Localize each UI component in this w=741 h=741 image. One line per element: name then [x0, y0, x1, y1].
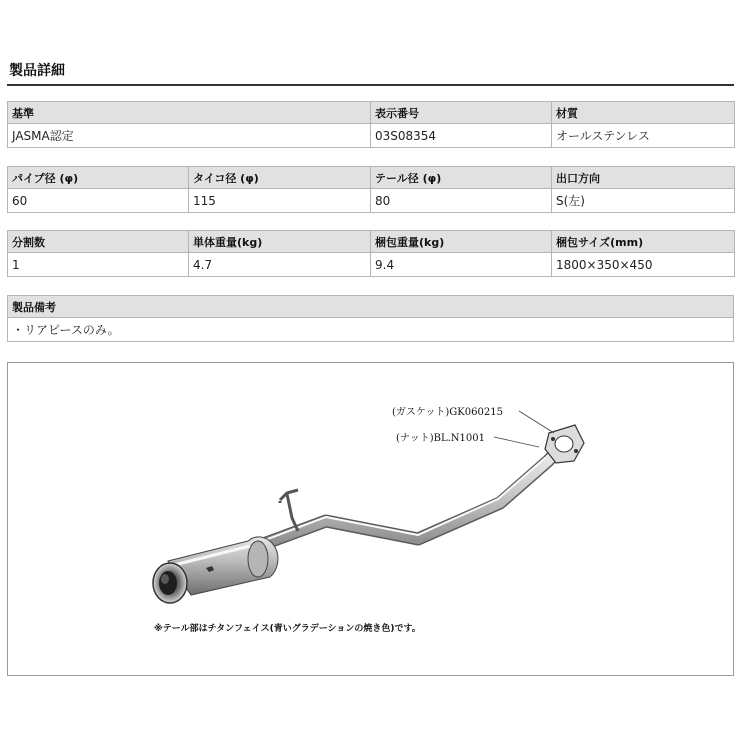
leader-lines: [494, 411, 554, 447]
spec-table-dimensions: [7, 166, 735, 213]
header-display-number: 表示番号: [371, 102, 552, 124]
value-pipe-diameter: 60: [8, 189, 189, 213]
header-remarks: 製品備考: [8, 296, 734, 318]
tail-note: ※テール部はチタンフェイス(青いグラデーションの焼き色)です。: [154, 624, 421, 634]
value-package-weight: 9.4: [371, 253, 552, 277]
value-standard: JASMA認定: [8, 124, 371, 148]
value-tail-diameter: 80: [371, 189, 552, 213]
value-display-number: 03S08354: [371, 124, 552, 148]
header-standard: 基準: [8, 102, 371, 124]
value-unit-weight: 4.7: [189, 253, 371, 277]
header-material: 材質: [552, 102, 735, 124]
header-unit-weight: 単体重量(kg): [189, 231, 371, 253]
header-tail-diameter: テール径 (φ): [371, 167, 552, 189]
spec-table-standard: [7, 101, 735, 148]
value-material: オールステンレス: [552, 124, 735, 148]
tail-tip: [153, 563, 187, 603]
value-package-size: 1800×350×450: [552, 253, 735, 277]
hanger-bracket: [280, 490, 298, 531]
spec-table-weight: [7, 230, 735, 277]
gasket-label: (ガスケット)GK060215: [392, 407, 503, 418]
main-pipe: [258, 447, 561, 546]
header-package-weight: 梱包重量(kg): [371, 231, 552, 253]
value-remarks: ・リアピースのみ。: [8, 318, 734, 342]
header-package-size: 梱包サイズ(mm): [552, 231, 735, 253]
exhaust-diagram: [7, 362, 734, 676]
remarks-table: [7, 295, 734, 342]
value-muffler-diameter: 115: [189, 189, 371, 213]
value-pieces: 1: [8, 253, 189, 277]
section-title: 製品詳細: [9, 63, 65, 79]
header-exit-direction: 出口方向: [552, 167, 735, 189]
header-muffler-diameter: タイコ径 (φ): [189, 167, 371, 189]
value-exit-direction: S(左): [552, 189, 735, 213]
nut-label: (ナット)BL.N1001: [396, 433, 485, 444]
header-pipe-diameter: パイプ径 (φ): [8, 167, 189, 189]
header-pieces: 分割数: [8, 231, 189, 253]
title-divider: [7, 84, 734, 86]
